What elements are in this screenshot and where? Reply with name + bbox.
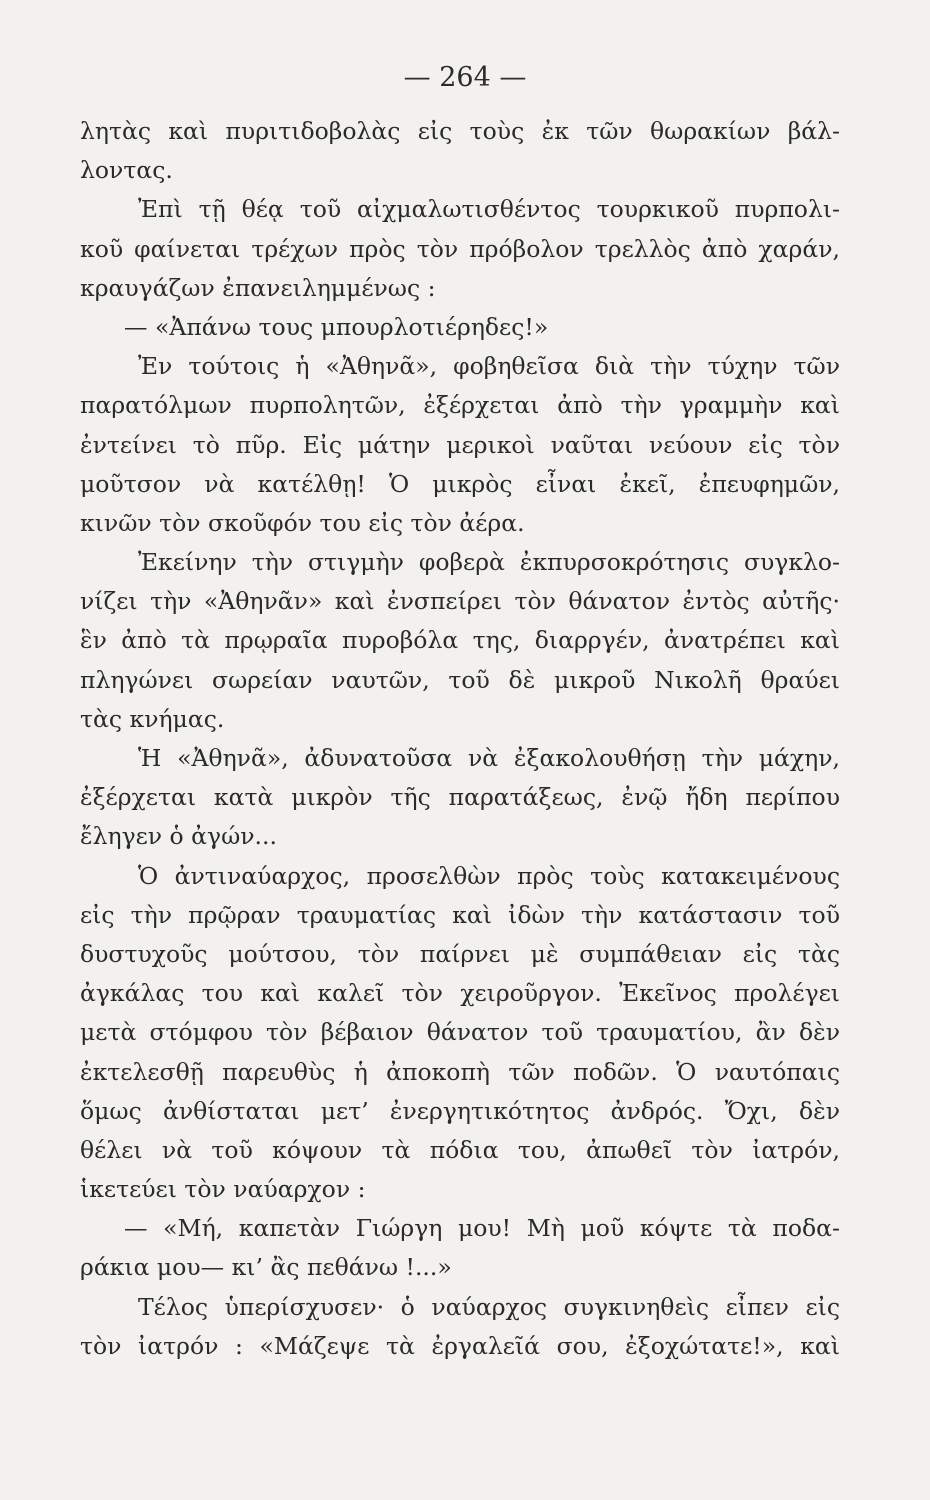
text-line: Τέλος ὑπερίσχυσεν· ὁ ναύαρχος συγκινηθεὶς εἶπεν εἰς bbox=[138, 1292, 840, 1321]
text-line: ὅμως ἀνθίσταται μετ’ ἐνεργητικότητος ἀνδρός. Ὄχι, δὲν bbox=[80, 1096, 840, 1125]
text-line: ἐντείνει τὸ πῦρ. Εἰς μάτην μερικοὶ ναῦται νεύουν εἰς τὸν bbox=[80, 430, 840, 459]
text-line: ἐκτελεσθῇ παρευθὺς ἡ ἀποκοπὴ τῶν ποδῶν. Ὁ ναυτόπαις bbox=[80, 1057, 840, 1086]
text-line: — «Μή, καπετὰν Γιώργη μου! Μὴ μοῦ κόψτε τὰ ποδα- bbox=[124, 1214, 840, 1243]
text-line: ἀγκάλας του καὶ καλεῖ τὸν χειροῦργον. Ἐκεῖνος προλέγει bbox=[80, 979, 840, 1008]
text-line: κοῦ φαίνεται τρέχων πρὸς τὸν πρόβολον τρελλὸς ἀπὸ χαράν, bbox=[80, 234, 840, 263]
body-text bbox=[80, 112, 840, 1366]
text-line: παρατόλμων πυρπολητῶν, ἐξέρχεται ἀπὸ τὴν γραμμὴν καὶ bbox=[80, 391, 840, 420]
text-line: λοντας. bbox=[80, 156, 173, 185]
text-line: Ἐν τούτοις ἡ «Ἀθηνᾶ», φοβηθεῖσα διὰ τὴν τύχην τῶν bbox=[138, 352, 840, 381]
text-line: Ὁ ἀντιναύαρχος, προσελθὼν πρὸς τοὺς κατακειμένους bbox=[138, 861, 840, 890]
text-line: ἱκετεύει τὸν ναύαρχον : bbox=[80, 1175, 366, 1204]
text-line: εἰς τὴν πρῷραν τραυματίας καὶ ἰδὼν τὴν κατάστασιν τοῦ bbox=[80, 900, 840, 929]
text-line: τὰς κνήμας. bbox=[80, 704, 225, 733]
text-line: ἔληγεν ὁ ἀγών... bbox=[80, 822, 277, 851]
text-line: Ἐκείνην τὴν στιγμὴν φοβερὰ ἐκπυρσοκρότησις συγκλο- bbox=[138, 548, 840, 577]
text-line: Ἐπὶ τῇ θέᾳ τοῦ αἰχμαλωτισθέντος τουρκικοῦ πυρπολι- bbox=[138, 195, 840, 224]
page-number: — 264 — bbox=[403, 62, 527, 93]
text-line: ράκια μου— κι’ ἂς πεθάνω !...» bbox=[80, 1253, 452, 1282]
text-line: νίζει τὴν «Ἀθηνᾶν» καὶ ἐνσπείρει τὸν θάνατον ἐντὸς αὐτῆς· bbox=[80, 587, 840, 616]
text-line: κινῶν τὸν σκοῦφόν του εἰς τὸν ἀέρα. bbox=[80, 508, 525, 537]
text-line: δυστυχοῦς μούτσου, τὸν παίρνει μὲ συμπάθειαν εἰς τὰς bbox=[80, 939, 840, 968]
text-line: μετὰ στόμφου τὸν βέβαιον θάνατον τοῦ τραυματίου, ἂν δὲν bbox=[80, 1018, 840, 1047]
text-line: ἐξέρχεται κατὰ μικρὸν τῆς παρατάξεως, ἐνῷ ἤδη περίπου bbox=[80, 783, 840, 812]
text-line: πληγώνει σωρείαν ναυτῶν, τοῦ δὲ μικροῦ Νικολῆ θραύει bbox=[80, 665, 840, 694]
text-line: λητὰς καὶ πυριτιδοβολὰς εἰς τοὺς ἐκ τῶν θωρακίων βάλ- bbox=[80, 117, 840, 145]
text-line: ἓν ἀπὸ τὰ πρῳραῖα πυροβόλα της, διαρργέν, ἀνατρέπει καὶ bbox=[80, 626, 840, 655]
text-line: — «Ἀπάνω τους μπουρλοτιέρηδες!» bbox=[124, 312, 549, 341]
text-line: Ἡ «Ἀθηνᾶ», ἀδυνατοῦσα νὰ ἐξακολουθήσῃ τὴν μάχην, bbox=[138, 744, 840, 772]
text-line: κραυγάζων ἐπανειλημμένως : bbox=[80, 273, 436, 302]
text-line: μοῦτσον νὰ κατέλθῃ! Ὁ μικρὸς εἶναι ἐκεῖ, ἐπευφημῶν, bbox=[80, 469, 840, 498]
text-line: θέλει νὰ τοῦ κόψουν τὰ πόδια του, ἀπωθεῖ τὸν ἰατρόν, bbox=[80, 1135, 840, 1164]
text-line: τὸν ἰατρόν : «Μάζεψε τὰ ἐργαλεῖά σου, ἐξοχώτατε!», καὶ bbox=[80, 1331, 840, 1360]
